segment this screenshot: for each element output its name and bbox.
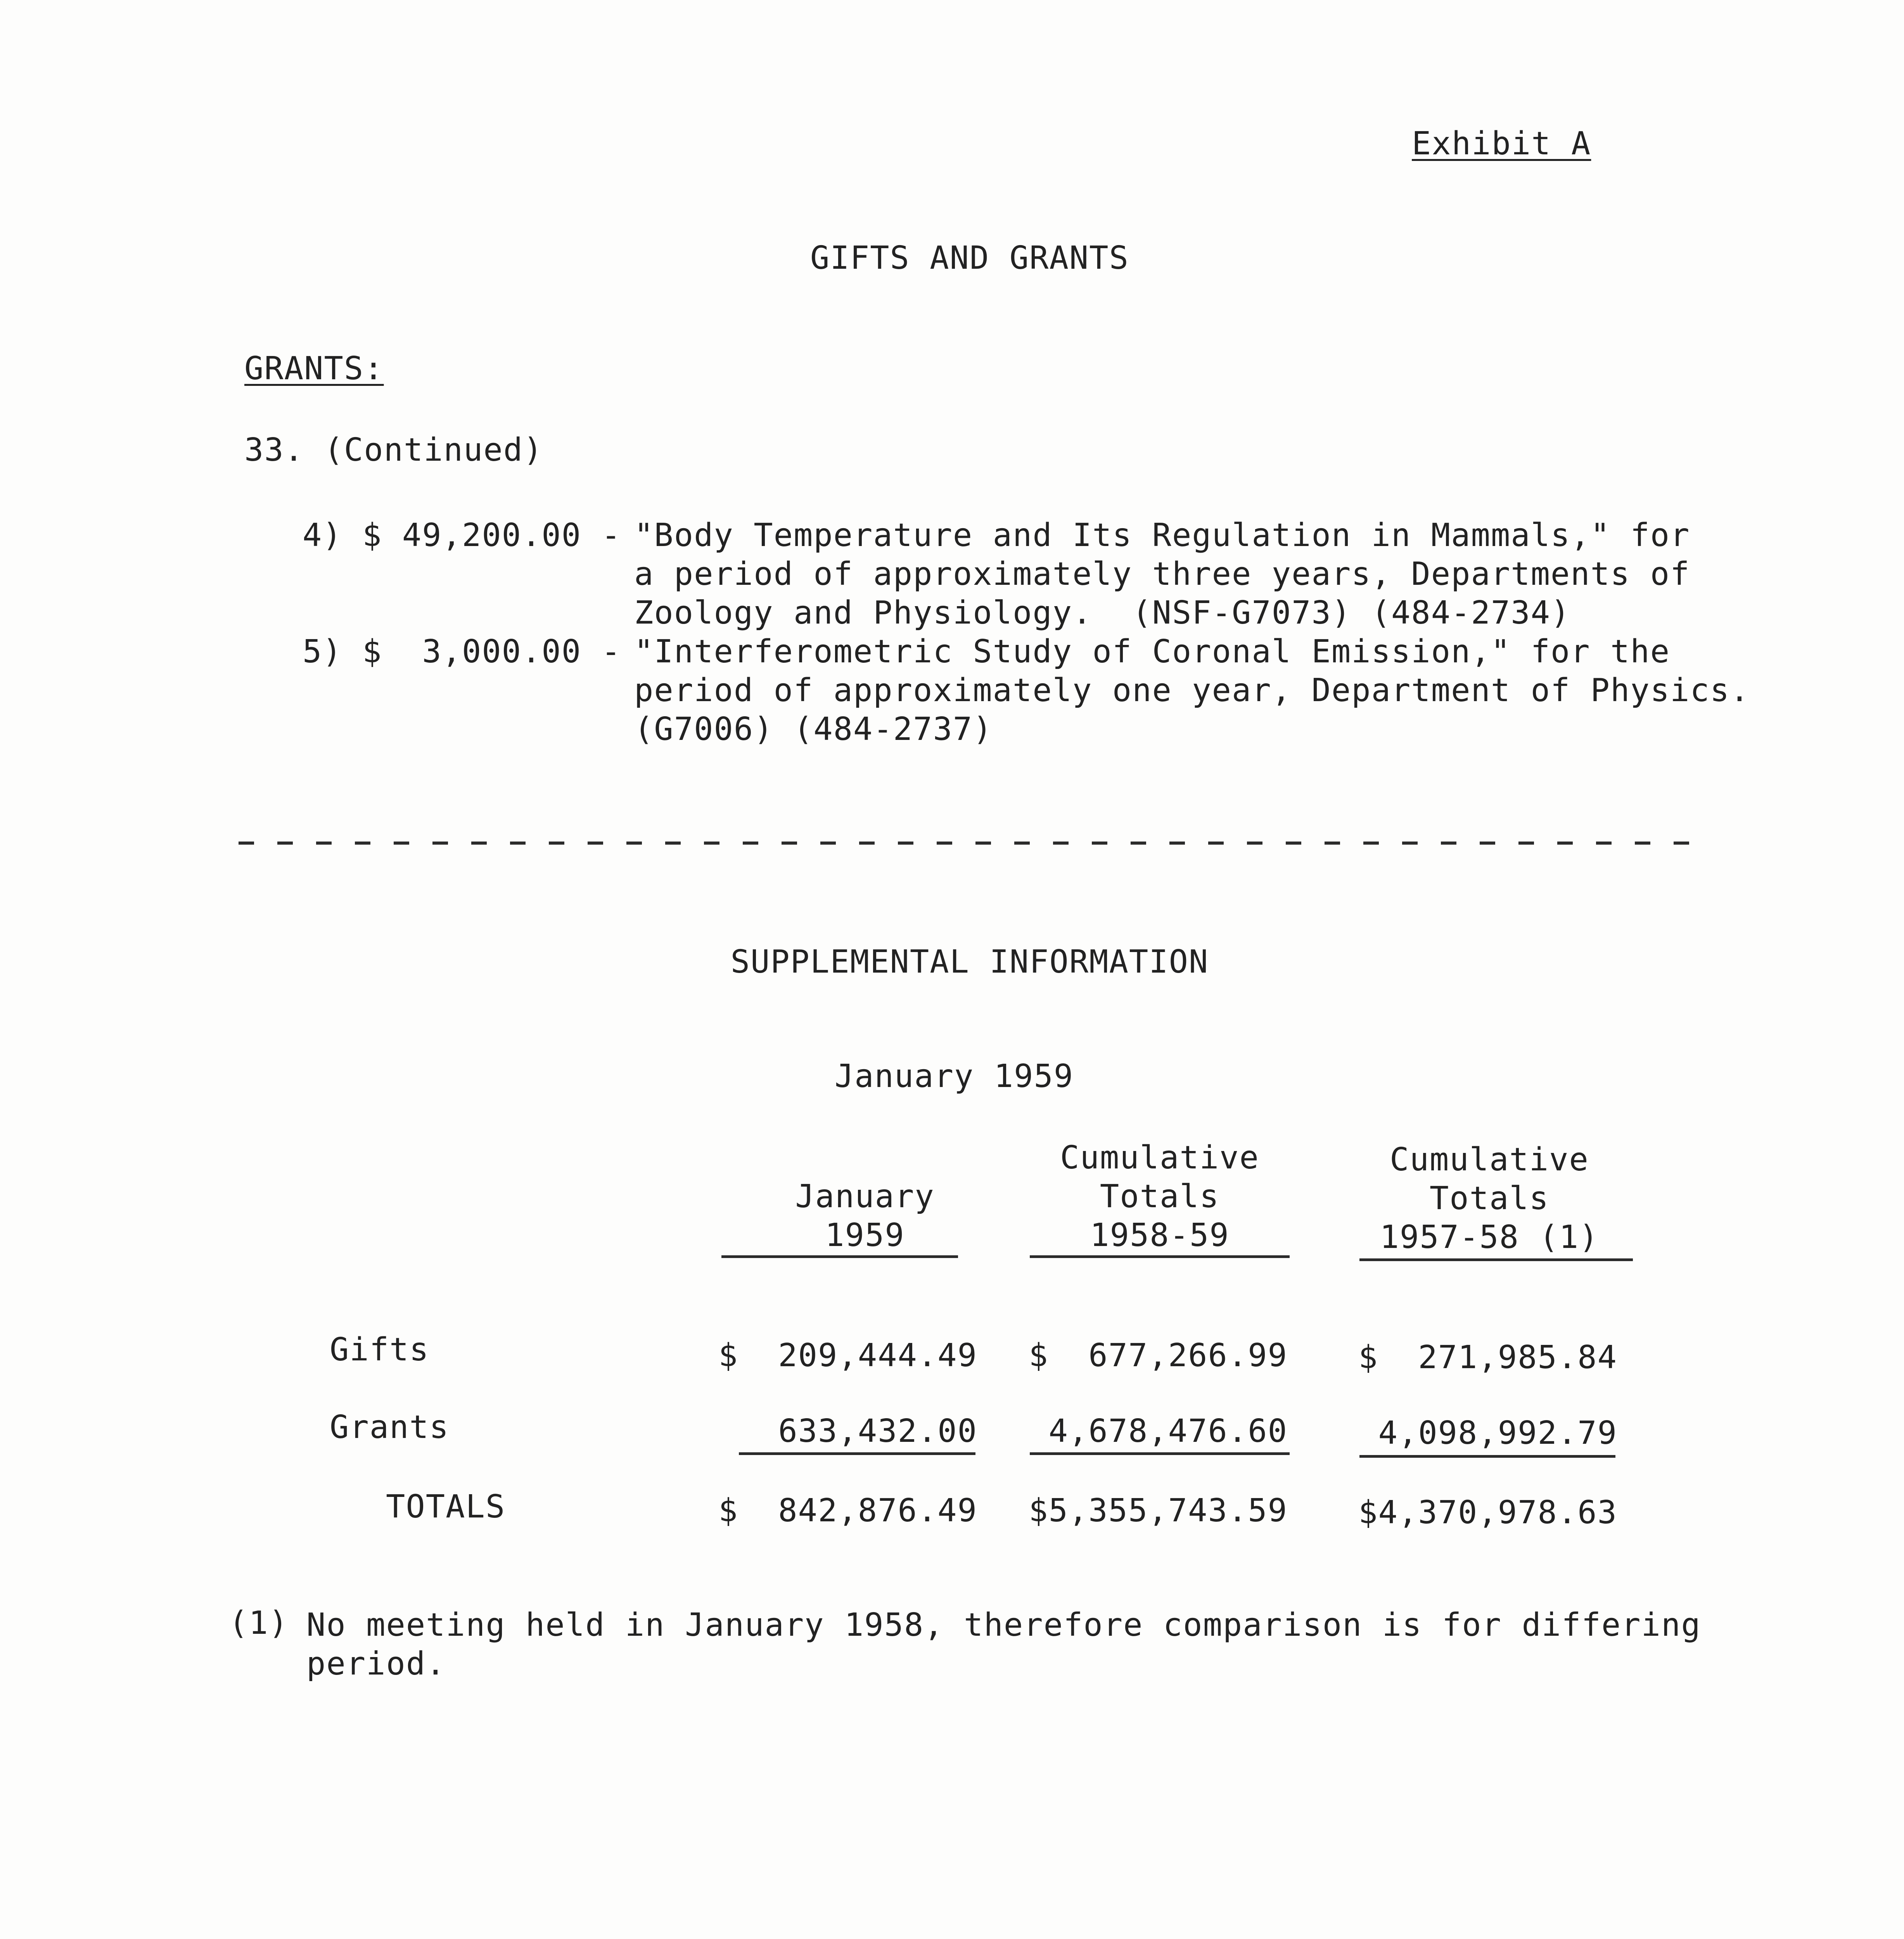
column-header-line: January <box>795 1178 935 1215</box>
subtotal-rule <box>1030 1452 1290 1455</box>
exhibit-label: Exhibit A <box>1412 125 1591 162</box>
dashed-separator <box>239 842 1697 845</box>
grants-heading: GRANTS: <box>244 350 384 387</box>
footnote-line: period. <box>306 1645 446 1682</box>
column-header-line: 1958-59 <box>1090 1217 1230 1254</box>
table-cell: $ 271,985.84 <box>1358 1339 1617 1376</box>
page-title: GIFTS AND GRANTS <box>810 240 1129 277</box>
column-header-rule <box>721 1255 958 1258</box>
column-header-line: Cumulative <box>1060 1139 1259 1176</box>
grant-entry-5-label: 5) $ 3,000.00 - <box>303 633 621 670</box>
column-header-line: Totals <box>1100 1178 1220 1215</box>
table-cell: $ 209,444.49 <box>718 1337 977 1374</box>
grant-entry-5-line: period of approximately one year, Department of Physics. <box>634 672 1750 709</box>
table-cell: $ 842,876.49 <box>718 1492 977 1529</box>
row-label-totals: TOTALS <box>386 1488 506 1525</box>
column-header-line: 1957-58 (1) <box>1380 1219 1599 1256</box>
footnote-marker: (1) <box>229 1605 289 1642</box>
table-cell: $4,370,978.63 <box>1358 1494 1617 1531</box>
row-label-grants: Grants <box>330 1409 450 1446</box>
grant-entry-4-label: 4) $ 49,200.00 - <box>303 517 621 554</box>
item-number: 33. (Continued) <box>244 432 543 468</box>
column-header-line: 1959 <box>825 1217 905 1254</box>
supplemental-title: SUPPLEMENTAL INFORMATION <box>730 944 1209 980</box>
subtotal-rule <box>739 1452 975 1455</box>
column-header-rule <box>1030 1255 1290 1258</box>
table-cell: $ 677,266.99 <box>1029 1337 1288 1374</box>
table-cell: 633,432.00 <box>778 1413 977 1450</box>
column-header-line: Cumulative <box>1390 1141 1589 1178</box>
grant-entry-4-line: "Body Temperature and Its Regulation in Mammals," for <box>634 517 1690 554</box>
grant-entry-5-line: "Interferometric Study of Coronal Emission," for the <box>634 633 1671 670</box>
column-header-rule <box>1359 1258 1633 1261</box>
table-cell: 4,678,476.60 <box>1048 1413 1288 1450</box>
table-cell: 4,098,992.79 <box>1378 1415 1617 1452</box>
footnote-line: No meeting held in January 1958, therefore comparison is for differing <box>306 1607 1701 1643</box>
row-label-gifts: Gifts <box>330 1331 429 1368</box>
grant-entry-4-line: Zoology and Physiology. (NSF-G7073) (484-2734) <box>634 594 1571 631</box>
grant-entry-5-line: (G7006) (484-2737) <box>634 711 993 748</box>
supplemental-subtitle: January 1959 <box>834 1058 1074 1095</box>
column-header-line: Totals <box>1429 1180 1549 1217</box>
grant-entry-4-line: a period of approximately three years, Departments of <box>634 556 1690 593</box>
subtotal-rule <box>1359 1455 1615 1458</box>
table-cell: $5,355,743.59 <box>1029 1492 1288 1529</box>
